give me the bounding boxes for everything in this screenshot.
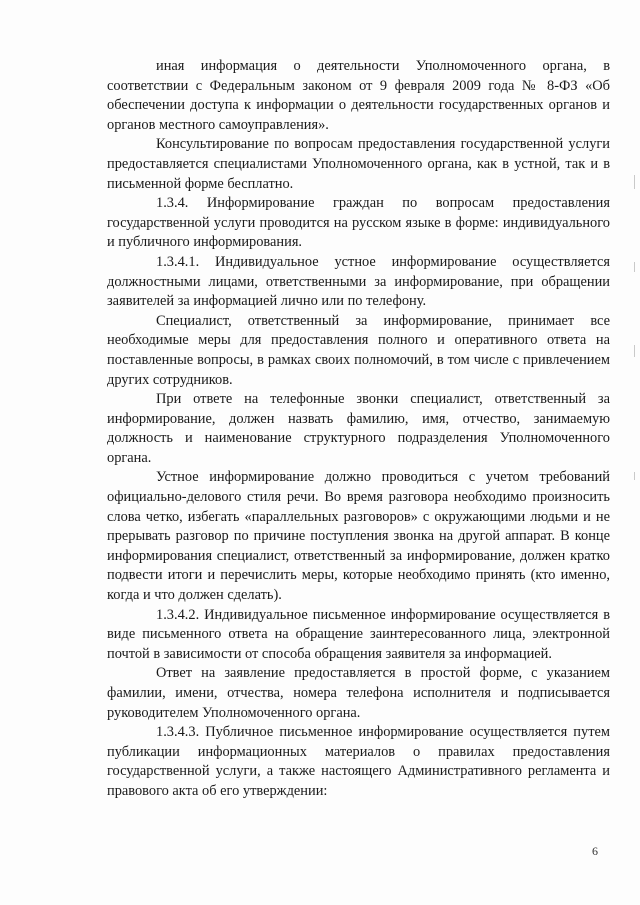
- scan-edge-mark: [634, 262, 635, 272]
- paragraph-1-3-4-2: 1.3.4.2. Индивидуальное письменное информирование осуществляется в виде письменного ответа на обращение заинтересованного лица, электронной почтой в зависимости от способа обращения заявителя за информацией.: [107, 606, 610, 662]
- page-number: 6: [592, 844, 598, 858]
- paragraph-1-3-4-1: 1.3.4.1. Индивидуальное устное информирование осуществляется должностными лицами, ответственными за информирование, при обращении заявителей за информацией лично или по телефону.: [107, 253, 610, 310]
- paragraph-answer-form: Ответ на заявление предоставляется в простой форме, с указанием фамилии, имени, отчества, номера телефона исполнителя и подписывается руководителем Уполномоченного органа.: [107, 665, 610, 721]
- scan-edge-mark: [634, 175, 635, 189]
- paragraph-oral-informing: Устное информирование должно проводиться с учетом требований официально-делового стиля речи. Во время разговора необходимо произносить слова четко, избегать «параллельных разговоров» с окружающими людьми и не прерывать разговор по причине поступления звонка на другой аппарат. В конце информирования специалист, ответственный за информирование, должен кратко подвести итоги и перечислить меры, которые необходимо принять (кто именно, когда и что должен сделать).: [107, 469, 610, 604]
- paragraph-1-3-4: 1.3.4. Информирование граждан по вопросам предоставления государственной услуги проводится на русском языке в форме: индивидуального и публичного информирования.: [107, 195, 610, 251]
- paragraph-other-information: иная информация о деятельности Уполномоченного органа, в соответствии с Федеральным законом от 9 февраля 2009 года № 8-ФЗ «Об обеспечении доступа к информации о деятельности государственных органов и органов местного самоуправления».: [107, 58, 610, 133]
- document-body: [107, 57, 610, 802]
- paragraph-consulting: Консультирование по вопросам предоставления государственной услуги предоставляется специалистами Уполномоченного органа, как в устной, так и в письменной форме бесплатно.: [107, 136, 610, 192]
- paragraph-specialist-measures: Специалист, ответственный за информирование, принимает все необходимые меры для предоставления полного и оперативного ответа на поставленные вопросы, в рамках своих полномочий, в том числе с привлечением других сотрудников.: [107, 312, 610, 388]
- paragraph-phone-calls: При ответе на телефонные звонки специалист, ответственный за информирование, должен назвать фамилию, имя, отчество, занимаемую должность и наименование структурного подразделения Уполномоченного органа.: [107, 391, 610, 466]
- paragraph-1-3-4-3: 1.3.4.3. Публичное письменное информирование осуществляется путем публикации информационных материалов о правилах предоставления государственной услуги, а также настоящего Административного регламента и правового акта об его утверждении:: [107, 724, 610, 799]
- scan-edge-mark: [634, 345, 635, 357]
- scan-edge-mark: [634, 472, 635, 480]
